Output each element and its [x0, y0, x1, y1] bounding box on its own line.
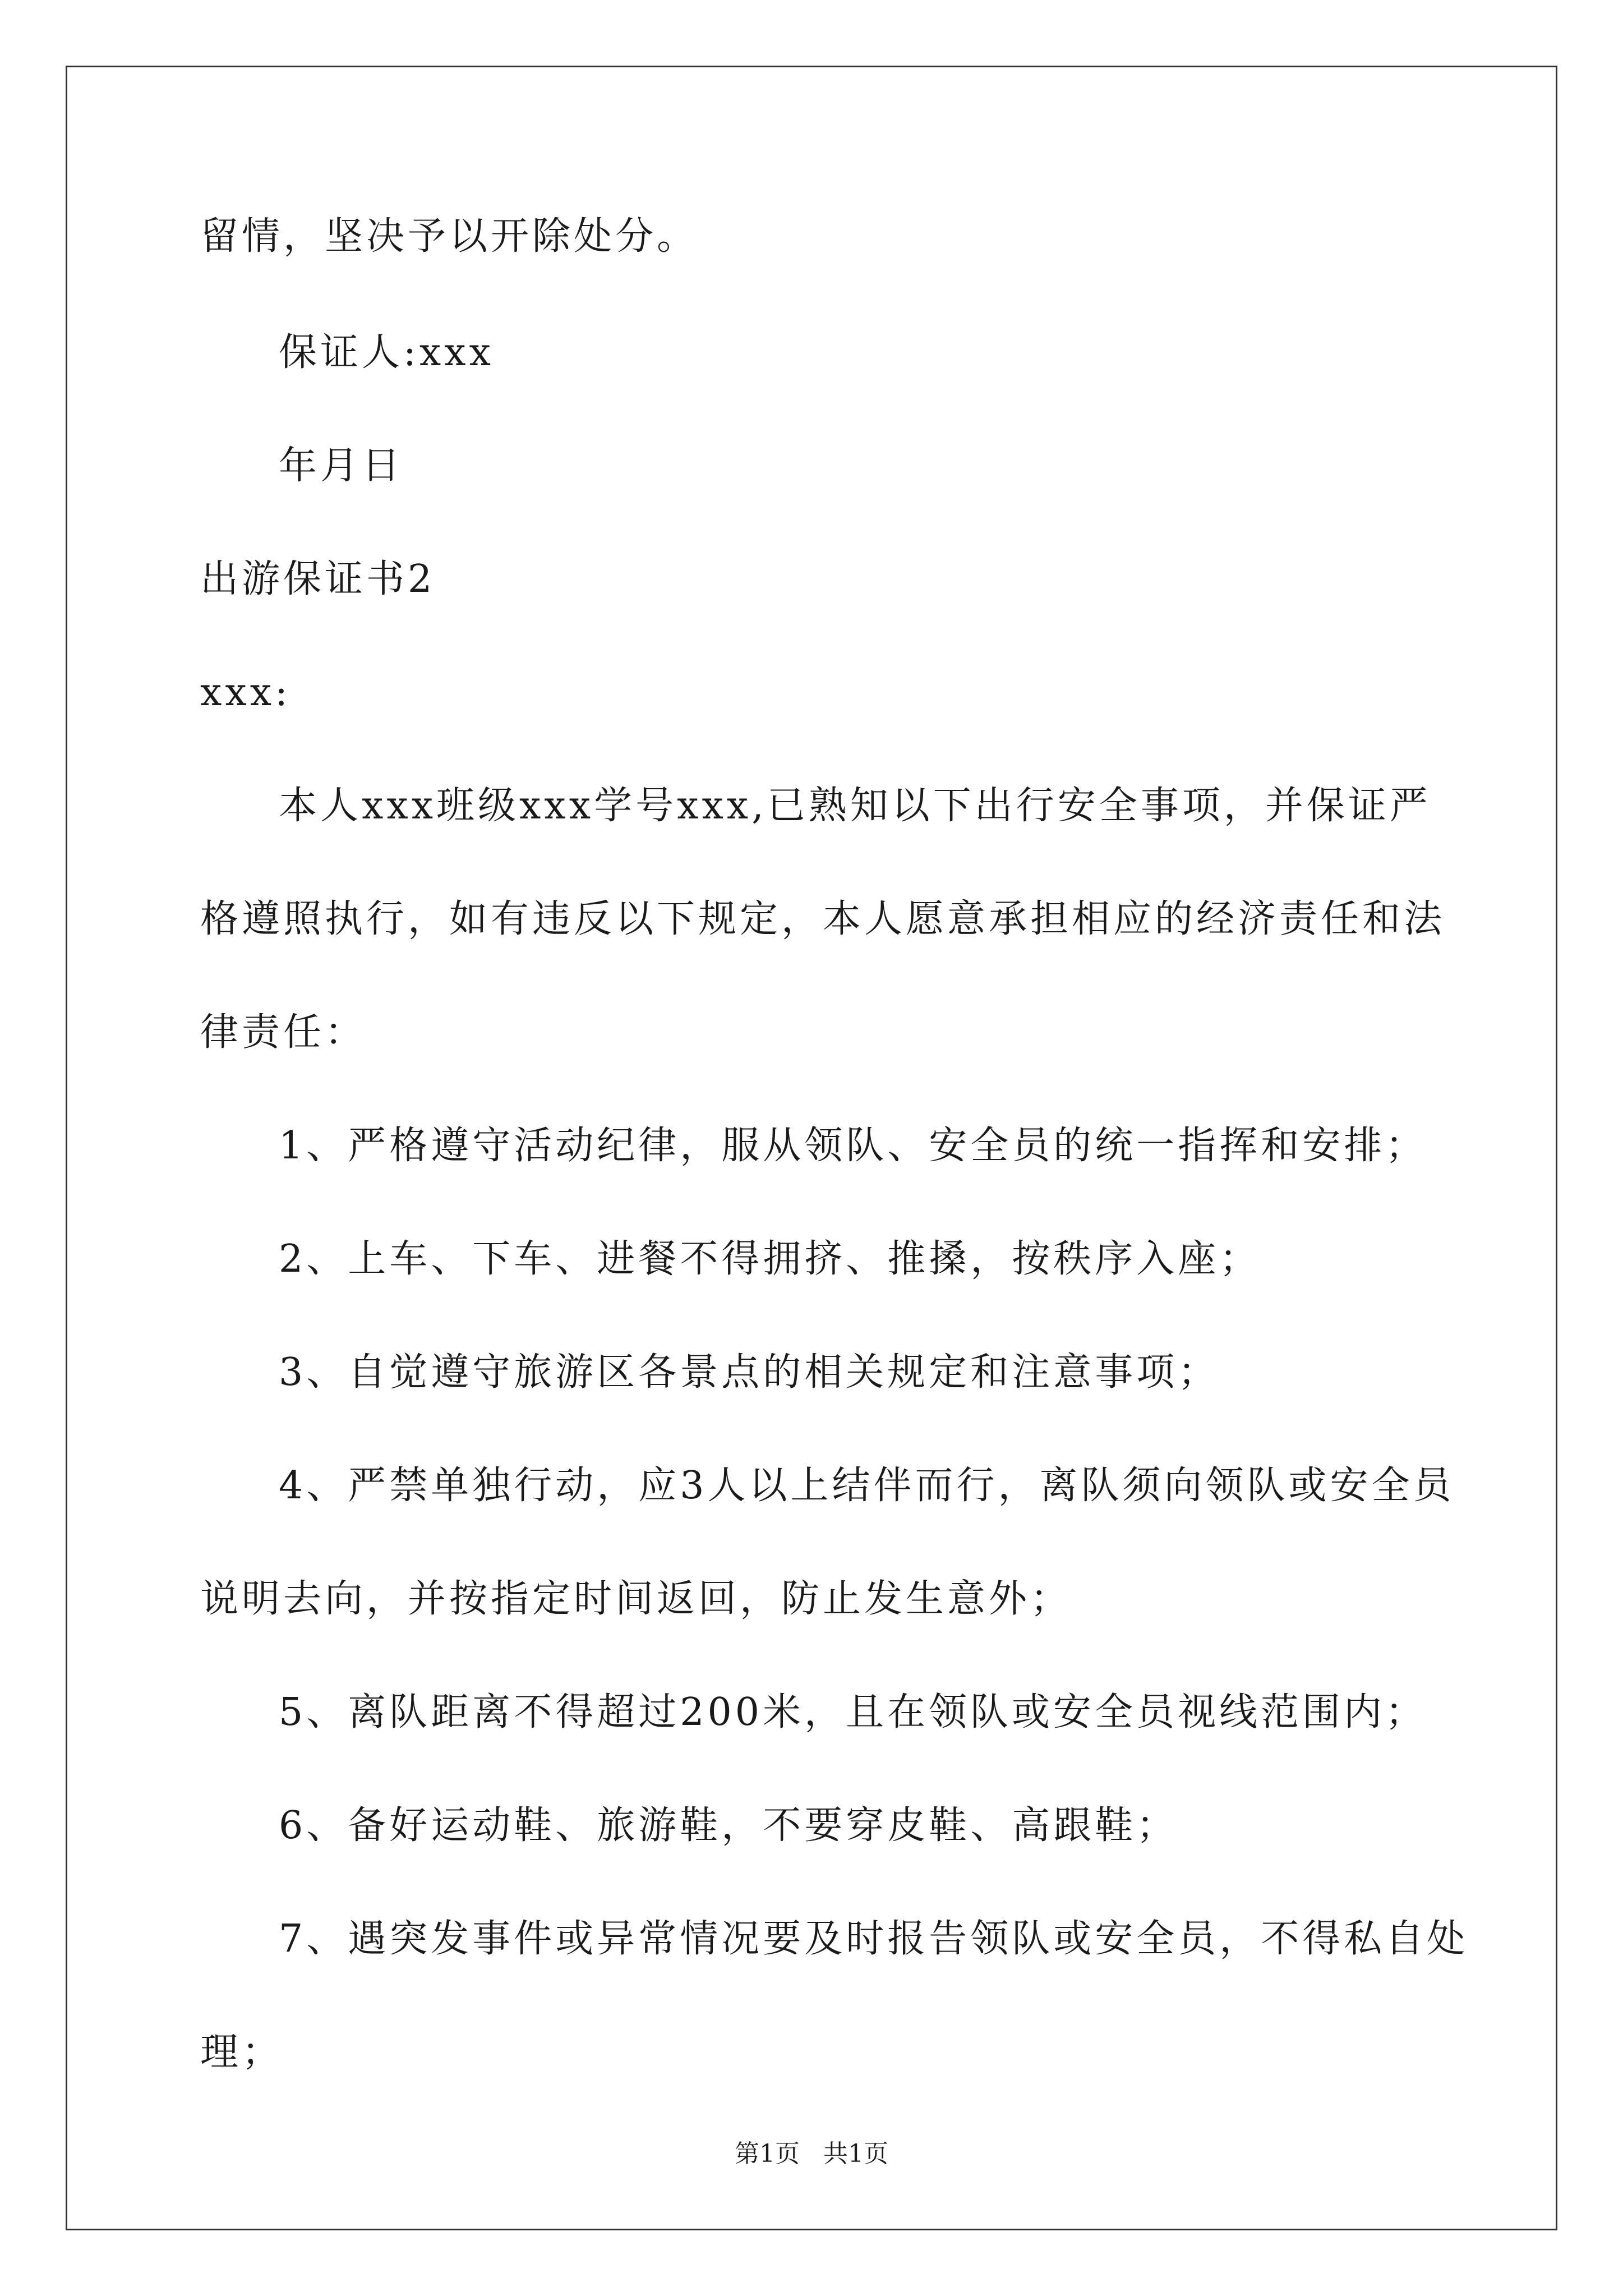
- list-item: 1、严格遵守活动纪律，服从领队、安全员的统一指挥和安排；: [279, 1124, 1427, 1168]
- date-line: 年月日: [279, 444, 404, 488]
- page-number: 第1页: [735, 2139, 800, 2168]
- text-line: 格遵照执行，如有违反以下规定，本人愿意承担相应的经济责任和法: [200, 897, 1446, 941]
- guarantor-line: 保证人:xxx: [279, 330, 494, 375]
- list-item-continuation: 理；: [200, 2030, 284, 2074]
- page-footer: [0, 2138, 1623, 2170]
- text-line: 留情，坚决予以开除处分。: [200, 214, 699, 259]
- list-item-continuation: 说明去向，并按指定时间返回，防止发生意外；: [200, 1577, 1072, 1621]
- list-item: 3、自觉遵守旅游区各景点的相关规定和注意事项；: [279, 1350, 1220, 1395]
- text-line: 本人xxx班级xxx学号xxx,已熟知以下出行安全事项，并保证严: [279, 784, 1431, 828]
- list-item: 6、备好运动鞋、旅游鞋，不要穿皮鞋、高跟鞋；: [279, 1803, 1178, 1848]
- text-line: 律责任：: [200, 1010, 367, 1055]
- list-item: 2、上车、下车、进餐不得拥挤、推搡，按秩序入座；: [279, 1237, 1261, 1281]
- list-item: 5、离队距离不得超过200米，且在领队或安全员视线范围内；: [279, 1690, 1427, 1734]
- list-item: 7、遇突发事件或异常情况要及时报告领队或安全员，不得私自处: [279, 1917, 1469, 1961]
- page-total: 共1页: [823, 2139, 888, 2168]
- salutation: xxx:: [200, 670, 291, 715]
- list-item: 4、严禁单独行动，应3人以上结伴而行，离队须向领队或安全员: [279, 1464, 1455, 1508]
- section-title: 出游保证书2: [200, 557, 436, 601]
